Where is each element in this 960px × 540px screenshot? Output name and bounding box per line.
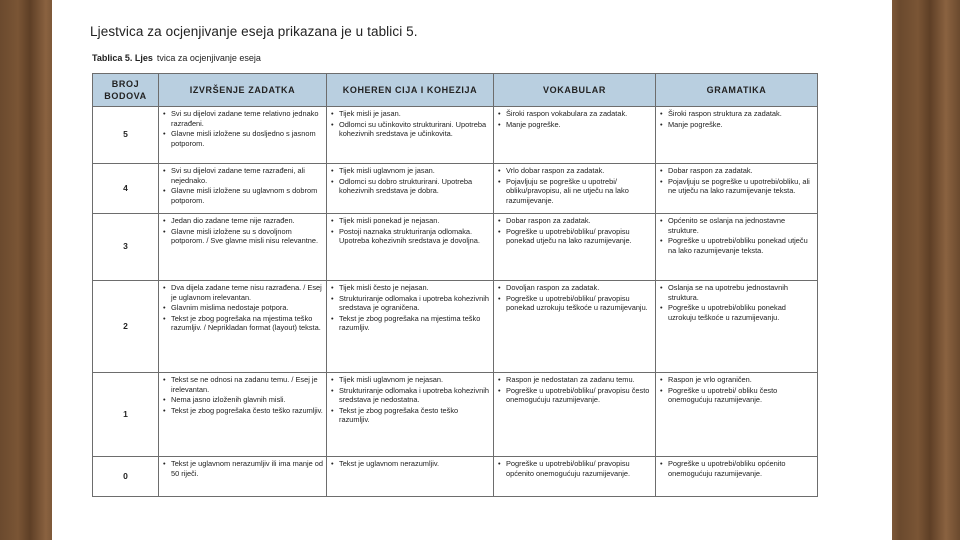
criterion-item: • Oslanja se na upotrebu jednostavnih struktura. bbox=[659, 283, 814, 302]
points-cell: 5 bbox=[93, 107, 159, 164]
caption-label: Tablica 5. Ljes bbox=[92, 53, 153, 63]
table-row bbox=[93, 457, 818, 497]
header-row bbox=[93, 74, 818, 107]
criterion-item: • Pogreške u upotrebi/obliku/ pravopisu ponekad uzrokuju teškoće u razumijevanju. bbox=[497, 294, 652, 313]
rubric-table bbox=[92, 73, 818, 497]
criterion-item: • Pojavljuju se pogreške u upotrebi/ obliku/pravopisu, ali ne utječu na lako razumijevanje. bbox=[497, 177, 652, 206]
criteria-list bbox=[497, 283, 652, 313]
grammar-cell bbox=[656, 164, 818, 214]
criteria-list bbox=[330, 109, 490, 139]
vocabulary-cell bbox=[494, 373, 656, 457]
criterion-item: • Strukturiranje odlomaka i upotreba kohezivnih sredstava je nedostatna. bbox=[330, 386, 490, 405]
criterion-item: • Općenito se oslanja na jednostavne strukture. bbox=[659, 216, 814, 235]
criteria-list bbox=[497, 166, 652, 205]
criteria-list bbox=[497, 375, 652, 405]
criteria-list bbox=[330, 166, 490, 196]
coherence-cell bbox=[327, 457, 494, 497]
points-cell: 1 bbox=[93, 373, 159, 457]
criterion-item: • Tekst je uglavnom nerazumljiv. bbox=[330, 459, 490, 469]
criterion-item: • Tekst je uglavnom nerazumljiv ili ima manje od 50 riječi. bbox=[162, 459, 323, 478]
task-cell bbox=[159, 107, 327, 164]
criteria-list bbox=[659, 166, 814, 196]
criterion-item: • Dva dijela zadane teme nisu razrađena. / Esej je uglavnom irelevantan. bbox=[162, 283, 323, 302]
task-cell bbox=[159, 281, 327, 373]
criterion-item: • Pogreške u upotrebi/obliku/ pravopisu često onemogućuju razumijevanje. bbox=[497, 386, 652, 405]
grammar-cell bbox=[656, 457, 818, 497]
coherence-cell bbox=[327, 373, 494, 457]
criterion-item: • Široki raspon struktura za zadatak. bbox=[659, 109, 814, 119]
criteria-list bbox=[497, 216, 652, 246]
criterion-item: • Pogreške u upotrebi/obliku ponekad uzrokuju teškoće u razumijevanju. bbox=[659, 303, 814, 322]
criterion-item: • Glavnim mislima nedostaje potpora. bbox=[162, 303, 323, 313]
criterion-item: • Manje pogreške. bbox=[497, 120, 652, 130]
caption-text: tvica za ocjenjivanje eseja bbox=[156, 53, 261, 63]
criterion-item: • Široki raspon vokabulara za zadatak. bbox=[497, 109, 652, 119]
criteria-list bbox=[659, 283, 814, 322]
criterion-item: • Manje pogreške. bbox=[659, 120, 814, 130]
criterion-item: • Tijek misli je jasan. bbox=[330, 109, 490, 119]
criterion-item: • Glavne misli izložene su dosljedno s jasnom potporom. bbox=[162, 129, 323, 148]
criteria-list bbox=[330, 216, 490, 246]
page-title: Ljestvica za ocjenjivanje eseja prikazana je u tablici 5. bbox=[90, 24, 418, 39]
criterion-item: • Odlomci su dobro strukturirani. Upotreba kohezivnih sredstava je dobra. bbox=[330, 177, 490, 196]
criterion-item: • Strukturiranje odlomaka i upotreba kohezivnih sredstava je ograničena. bbox=[330, 294, 490, 313]
task-cell bbox=[159, 164, 327, 214]
coherence-cell bbox=[327, 107, 494, 164]
criterion-item: • Raspon je vrlo ograničen. bbox=[659, 375, 814, 385]
header-grammar: GRAMATIKA bbox=[656, 74, 818, 107]
criterion-item: • Glavne misli izložene su s dovoljnom potporom. / Sve glavne misli nisu relevantne. bbox=[162, 227, 323, 246]
points-cell: 2 bbox=[93, 281, 159, 373]
criterion-item: • Svi su dijelovi zadane teme relativno jednako razrađeni. bbox=[162, 109, 323, 128]
criterion-item: • Pogreške u upotrebi/obliku/ pravopisu općenito onemogućuju razumijevanje. bbox=[497, 459, 652, 478]
slide bbox=[52, 0, 892, 540]
header-points: BROJ BODOVA bbox=[93, 74, 159, 107]
criteria-list bbox=[659, 109, 814, 129]
criteria-list bbox=[162, 459, 323, 478]
points-cell: 3 bbox=[93, 214, 159, 281]
grammar-cell bbox=[656, 107, 818, 164]
vocabulary-cell bbox=[494, 164, 656, 214]
coherence-cell bbox=[327, 281, 494, 373]
criterion-item: • Vrlo dobar raspon za zadatak. bbox=[497, 166, 652, 176]
criterion-item: • Dovoljan raspon za zadatak. bbox=[497, 283, 652, 293]
criterion-item: • Pogreške u upotrebi/obliku općenito onemogućuju razumijevanje. bbox=[659, 459, 814, 478]
coherence-cell bbox=[327, 214, 494, 281]
criterion-item: • Pogreške u upotrebi/obliku/ pravopisu ponekad utječu na lako razumijevanje. bbox=[497, 227, 652, 246]
criteria-list bbox=[162, 166, 323, 205]
vocabulary-cell bbox=[494, 281, 656, 373]
criterion-item: • Pogreške u upotrebi/ obliku često onemogućuju razumijevanje. bbox=[659, 386, 814, 405]
criterion-item: • Raspon je nedostatan za zadanu temu. bbox=[497, 375, 652, 385]
points-cell: 0 bbox=[93, 457, 159, 497]
table-row bbox=[93, 281, 818, 373]
criterion-item: • Jedan dio zadane teme nije razrađen. bbox=[162, 216, 323, 226]
table-caption bbox=[92, 53, 261, 63]
criteria-list bbox=[162, 109, 323, 148]
criteria-list bbox=[659, 216, 814, 255]
criteria-list bbox=[162, 375, 323, 415]
header-coherence: KOHEREN CIJA I KOHEZIJA bbox=[327, 74, 494, 107]
criterion-item: • Dobar raspon za zadatak. bbox=[659, 166, 814, 176]
criterion-item: • Svi su dijelovi zadane teme razrađeni, ali nejednako. bbox=[162, 166, 323, 185]
table-row bbox=[93, 164, 818, 214]
criterion-item: • Tijek misli često je nejasan. bbox=[330, 283, 490, 293]
grammar-cell bbox=[656, 281, 818, 373]
criteria-list bbox=[497, 109, 652, 129]
criteria-list bbox=[330, 375, 490, 425]
criterion-item: • Pogreške u upotrebi/obliku ponekad utječu na lako razumijevanje teksta. bbox=[659, 236, 814, 255]
criterion-item: • Tijek misli uglavnom je nejasan. bbox=[330, 375, 490, 385]
criterion-item: • Nema jasno izloženih glavnih misli. bbox=[162, 395, 323, 405]
criteria-list bbox=[659, 459, 814, 478]
criterion-item: • Tekst se ne odnosi na zadanu temu. / Esej je irelevantan. bbox=[162, 375, 323, 394]
coherence-cell bbox=[327, 164, 494, 214]
table-row bbox=[93, 373, 818, 457]
criterion-item: • Tijek misli uglavnom je jasan. bbox=[330, 166, 490, 176]
header-task: IZVRŠENJE ZADATKA bbox=[159, 74, 327, 107]
criterion-item: • Tekst je zbog pogrešaka često teško razumljiv. bbox=[162, 406, 323, 416]
points-cell: 4 bbox=[93, 164, 159, 214]
criterion-item: • Tekst je zbog pogrešaka često teško razumljiv. bbox=[330, 406, 490, 425]
grammar-cell bbox=[656, 214, 818, 281]
criteria-list bbox=[330, 459, 490, 469]
criterion-item: • Pojavljuju se pogreške u upotrebi/obliku, ali ne utječu na lako razumijevanje teksta. bbox=[659, 177, 814, 196]
table-row bbox=[93, 214, 818, 281]
vocabulary-cell bbox=[494, 457, 656, 497]
task-cell bbox=[159, 214, 327, 281]
criterion-item: • Odlomci su učinkovito strukturirani. Upotreba kohezivnih sredstava je učinkovita. bbox=[330, 120, 490, 139]
criterion-item: • Postoji naznaka strukturiranja odlomaka. Upotreba kohezivnih sredstava je dovoljna. bbox=[330, 227, 490, 246]
vocabulary-cell bbox=[494, 214, 656, 281]
criterion-item: • Tekst je zbog pogrešaka na mjestima teško razumljiv. bbox=[330, 314, 490, 333]
criteria-list bbox=[659, 375, 814, 405]
criterion-item: • Tijek misli ponekad je nejasan. bbox=[330, 216, 490, 226]
criteria-list bbox=[330, 283, 490, 333]
header-vocabulary: VOKABULAR bbox=[494, 74, 656, 107]
table-row bbox=[93, 107, 818, 164]
criteria-list bbox=[497, 459, 652, 478]
grammar-cell bbox=[656, 373, 818, 457]
criterion-item: • Tekst je zbog pogrešaka na mjestima teško razumljiv. / Neprikladan format (layout) teksta. bbox=[162, 314, 323, 333]
vocabulary-cell bbox=[494, 107, 656, 164]
task-cell bbox=[159, 457, 327, 497]
criterion-item: • Dobar raspon za zadatak. bbox=[497, 216, 652, 226]
criteria-list bbox=[162, 283, 323, 333]
task-cell bbox=[159, 373, 327, 457]
criterion-item: • Glavne misli izložene su uglavnom s dobrom potporom. bbox=[162, 186, 323, 205]
criteria-list bbox=[162, 216, 323, 246]
